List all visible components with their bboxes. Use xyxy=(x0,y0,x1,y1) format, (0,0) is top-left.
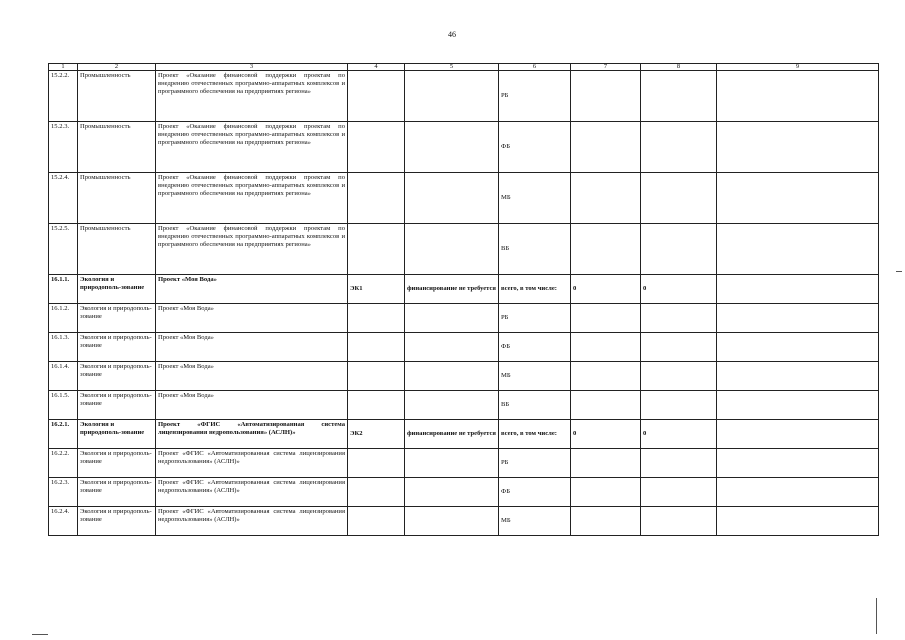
table-cell xyxy=(717,173,879,224)
table-row xyxy=(49,449,879,478)
table-cell: МБ xyxy=(499,507,571,536)
table-cell: Проект «Оказание финансовой поддержки проектам по внедрению отечественных программно-аппаратных комплексов и программного обеспечения на предприятиях региона» xyxy=(156,71,348,122)
table-cell xyxy=(571,304,641,333)
column-number: 7 xyxy=(571,64,641,71)
table-cell: ВБ xyxy=(499,224,571,275)
table-cell: 16.1.2. xyxy=(49,304,78,333)
table-cell xyxy=(405,449,499,478)
table-row xyxy=(49,420,879,449)
table-cell xyxy=(717,478,879,507)
table-cell: Экология и природополь-зование xyxy=(78,333,156,362)
table-cell xyxy=(348,122,405,173)
table-cell xyxy=(717,71,879,122)
table-cell xyxy=(641,304,717,333)
table-cell xyxy=(405,362,499,391)
table-cell: Экология и природополь-зование xyxy=(78,391,156,420)
table-cell: РБ xyxy=(499,449,571,478)
table-cell: 15.2.2. xyxy=(49,71,78,122)
table-cell: Промышленность xyxy=(78,173,156,224)
table-cell xyxy=(405,122,499,173)
table-cell: Проект «ФГИС «Автоматизированная система лицензирования недропользования» (АСЛН)» xyxy=(156,507,348,536)
table-cell: Проект «Оказание финансовой поддержки проектам по внедрению отечественных программно-аппаратных комплексов и программного обеспечения на предприятиях региона» xyxy=(156,173,348,224)
table-cell xyxy=(405,478,499,507)
page-number: 46 xyxy=(448,30,456,39)
table-header xyxy=(49,64,879,71)
table-cell xyxy=(405,71,499,122)
scan-mark xyxy=(32,634,48,635)
table-cell xyxy=(571,122,641,173)
table-row xyxy=(49,478,879,507)
table-row xyxy=(49,71,879,122)
table-cell xyxy=(405,304,499,333)
table-cell xyxy=(405,224,499,275)
table-cell: Промышленность xyxy=(78,224,156,275)
table-cell xyxy=(641,333,717,362)
table-cell xyxy=(348,478,405,507)
table-cell xyxy=(717,449,879,478)
table-cell xyxy=(571,478,641,507)
table-cell: РБ xyxy=(499,304,571,333)
table-row xyxy=(49,224,879,275)
table-cell: Экология и природополь-зование xyxy=(78,304,156,333)
table-cell: Экология и природополь-зование xyxy=(78,478,156,507)
column-number: 4 xyxy=(348,64,405,71)
table-body xyxy=(49,71,879,536)
column-number: 5 xyxy=(405,64,499,71)
table-cell xyxy=(641,224,717,275)
table-cell xyxy=(641,71,717,122)
table-cell: ФБ xyxy=(499,333,571,362)
table-cell xyxy=(348,333,405,362)
table-cell: МБ xyxy=(499,362,571,391)
table-cell xyxy=(717,362,879,391)
table-row xyxy=(49,391,879,420)
table-cell xyxy=(405,333,499,362)
column-number: 6 xyxy=(499,64,571,71)
table-cell: 15.2.4. xyxy=(49,173,78,224)
table-cell: ЭК2 xyxy=(348,420,405,449)
table-cell xyxy=(641,478,717,507)
column-number: 2 xyxy=(78,64,156,71)
table-cell: 15.2.3. xyxy=(49,122,78,173)
column-number: 9 xyxy=(717,64,879,71)
table-cell: Проект «Моя Вода» xyxy=(156,275,348,304)
column-number: 8 xyxy=(641,64,717,71)
table-cell: МБ xyxy=(499,173,571,224)
table-cell xyxy=(717,507,879,536)
table-cell xyxy=(717,275,879,304)
table-cell: ВБ xyxy=(499,391,571,420)
table-cell xyxy=(571,507,641,536)
column-numbers-row xyxy=(49,64,879,71)
table-cell xyxy=(348,362,405,391)
table-cell xyxy=(348,224,405,275)
table-cell xyxy=(717,224,879,275)
table-cell xyxy=(571,224,641,275)
table-cell xyxy=(348,71,405,122)
column-number: 1 xyxy=(49,64,78,71)
table-cell: Промышленность xyxy=(78,71,156,122)
table-row xyxy=(49,507,879,536)
table-cell: ЭК1 xyxy=(348,275,405,304)
table-cell xyxy=(348,173,405,224)
table-cell: 15.2.5. xyxy=(49,224,78,275)
table-cell: Проект «Оказание финансовой поддержки проектам по внедрению отечественных программно-аппаратных комплексов и программного обеспечения на предприятиях региона» xyxy=(156,224,348,275)
table-cell: Проект «Моя Вода» xyxy=(156,304,348,333)
table-cell: 16.1.3. xyxy=(49,333,78,362)
table-cell: РБ xyxy=(499,71,571,122)
table-cell xyxy=(571,449,641,478)
table-cell: Проект «Моя Вода» xyxy=(156,362,348,391)
table-cell: 16.2.2. xyxy=(49,449,78,478)
table-cell xyxy=(571,173,641,224)
table-cell: 16.2.3. xyxy=(49,478,78,507)
table-cell xyxy=(571,362,641,391)
table-cell: Проект «ФГИС «Автоматизированная система лицензирования недропользования» (АСЛН)» xyxy=(156,449,348,478)
table-cell xyxy=(641,122,717,173)
scan-mark xyxy=(876,598,877,634)
table-cell xyxy=(717,391,879,420)
table-cell: Экология и природополь-зование xyxy=(78,507,156,536)
table-cell: 0 xyxy=(641,275,717,304)
table-cell xyxy=(641,391,717,420)
table-cell xyxy=(348,391,405,420)
table-cell: Проект «ФГИС «Автоматизированная система лицензирования недропользования» (АСЛН)» xyxy=(156,478,348,507)
table-cell xyxy=(405,507,499,536)
table-cell xyxy=(571,71,641,122)
table-cell: Проект «Моя Вода» xyxy=(156,391,348,420)
table-cell: всего, в том числе: xyxy=(499,275,571,304)
table-cell xyxy=(717,420,879,449)
table-cell xyxy=(641,449,717,478)
table-cell xyxy=(571,333,641,362)
table-cell: всего, в том числе: xyxy=(499,420,571,449)
table-cell: Проект «Оказание финансовой поддержки проектам по внедрению отечественных программно-аппаратных комплексов и программного обеспечения на предприятиях региона» xyxy=(156,122,348,173)
table-row xyxy=(49,362,879,391)
table-cell: Экология и природополь-зование xyxy=(78,420,156,449)
table-cell xyxy=(571,391,641,420)
table-cell: Проект «ФГИС «Автоматизированная система лицензирования недропользования» (АСЛН)» xyxy=(156,420,348,449)
table-cell: Экология и природополь-зование xyxy=(78,449,156,478)
table-cell xyxy=(405,173,499,224)
table-cell: Проект «Моя Вода» xyxy=(156,333,348,362)
table-cell xyxy=(717,304,879,333)
scan-mark xyxy=(896,271,902,272)
table-row xyxy=(49,275,879,304)
table-row xyxy=(49,304,879,333)
table-cell xyxy=(348,449,405,478)
table-cell xyxy=(405,391,499,420)
table-cell: 16.2.1. xyxy=(49,420,78,449)
table-cell xyxy=(641,362,717,391)
table-cell: 0 xyxy=(641,420,717,449)
table-cell xyxy=(717,333,879,362)
table-cell: Экология и природополь-зование xyxy=(78,275,156,304)
table-row xyxy=(49,333,879,362)
table-cell: 16.1.5. xyxy=(49,391,78,420)
table-row xyxy=(49,173,879,224)
funding-table xyxy=(48,63,879,536)
table-cell: ФБ xyxy=(499,122,571,173)
table-cell: 16.1.4. xyxy=(49,362,78,391)
table-cell: ФБ xyxy=(499,478,571,507)
table-cell: 16.2.4. xyxy=(49,507,78,536)
table-cell: Экология и природополь-зование xyxy=(78,362,156,391)
table-cell: 0 xyxy=(571,420,641,449)
table-cell: финансирование не требуется xyxy=(405,420,499,449)
table-row xyxy=(49,122,879,173)
table-cell: финансирование не требуется xyxy=(405,275,499,304)
table-cell xyxy=(348,304,405,333)
column-number: 3 xyxy=(156,64,348,71)
table-cell xyxy=(717,122,879,173)
table-cell xyxy=(641,173,717,224)
table-cell: Промышленность xyxy=(78,122,156,173)
table-cell: 0 xyxy=(571,275,641,304)
table-cell xyxy=(641,507,717,536)
table-cell xyxy=(348,507,405,536)
table-cell: 16.1.1. xyxy=(49,275,78,304)
